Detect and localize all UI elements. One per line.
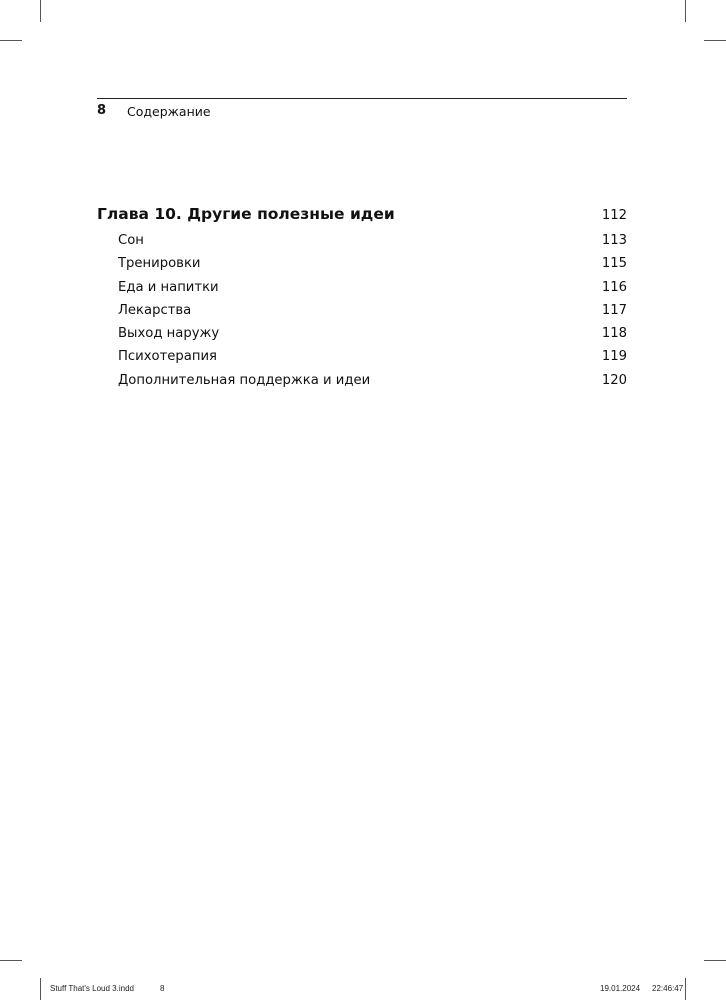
crop-mark-bottom-left-h (0, 960, 22, 961)
toc-entry-page: 118 (601, 326, 627, 342)
slug-time: 22:46:47 (652, 984, 684, 993)
toc-entry (97, 323, 627, 346)
toc-entry (97, 253, 627, 276)
running-header (97, 98, 627, 119)
toc-entry-label: Еда и напитки (118, 279, 219, 295)
crop-mark-top-left (40, 0, 41, 22)
toc-entry-label: Дополнительная поддержка и идеи (118, 372, 371, 388)
toc-entry-label: Выход наружу (118, 326, 220, 342)
chapter-title: Глава 10. Другие полезные идеи (97, 205, 395, 223)
toc-entry (97, 300, 627, 323)
toc-entry-page: 117 (601, 302, 627, 318)
crop-mark-top-left-h (0, 40, 22, 41)
chapter-page: 112 (601, 208, 627, 223)
crop-mark-bottom-left (40, 978, 41, 1000)
toc-entry-page: 116 (601, 279, 627, 295)
slug-filename: Stuff That's Loud 3.indd (50, 984, 134, 993)
crop-mark-top-right (685, 0, 686, 22)
toc-entry-label: Психотерапия (118, 349, 217, 365)
toc-entry (97, 346, 627, 369)
toc-entry-label: Лекарства (118, 302, 192, 318)
page-number: 8 (97, 103, 107, 118)
toc-entry-label: Сон (118, 233, 144, 248)
toc-entry (97, 370, 627, 393)
table-of-contents (97, 204, 627, 393)
running-title: Содержание (127, 104, 211, 119)
toc-entry-page: 113 (601, 233, 627, 248)
crop-mark-top-right-h (704, 40, 726, 41)
crop-mark-bottom-right-h (704, 960, 726, 961)
toc-entry (97, 277, 627, 300)
toc-chapter (97, 204, 627, 230)
toc-entry-page: 119 (601, 349, 627, 365)
toc-entry-page: 115 (601, 256, 627, 272)
slug-page: 8 (160, 984, 165, 993)
toc-entry (97, 230, 627, 253)
toc-entry-page: 120 (601, 372, 627, 388)
toc-entry-label: Тренировки (118, 256, 201, 272)
crop-mark-bottom-right (685, 978, 686, 1000)
slug-date: 19.01.2024 (600, 984, 641, 993)
